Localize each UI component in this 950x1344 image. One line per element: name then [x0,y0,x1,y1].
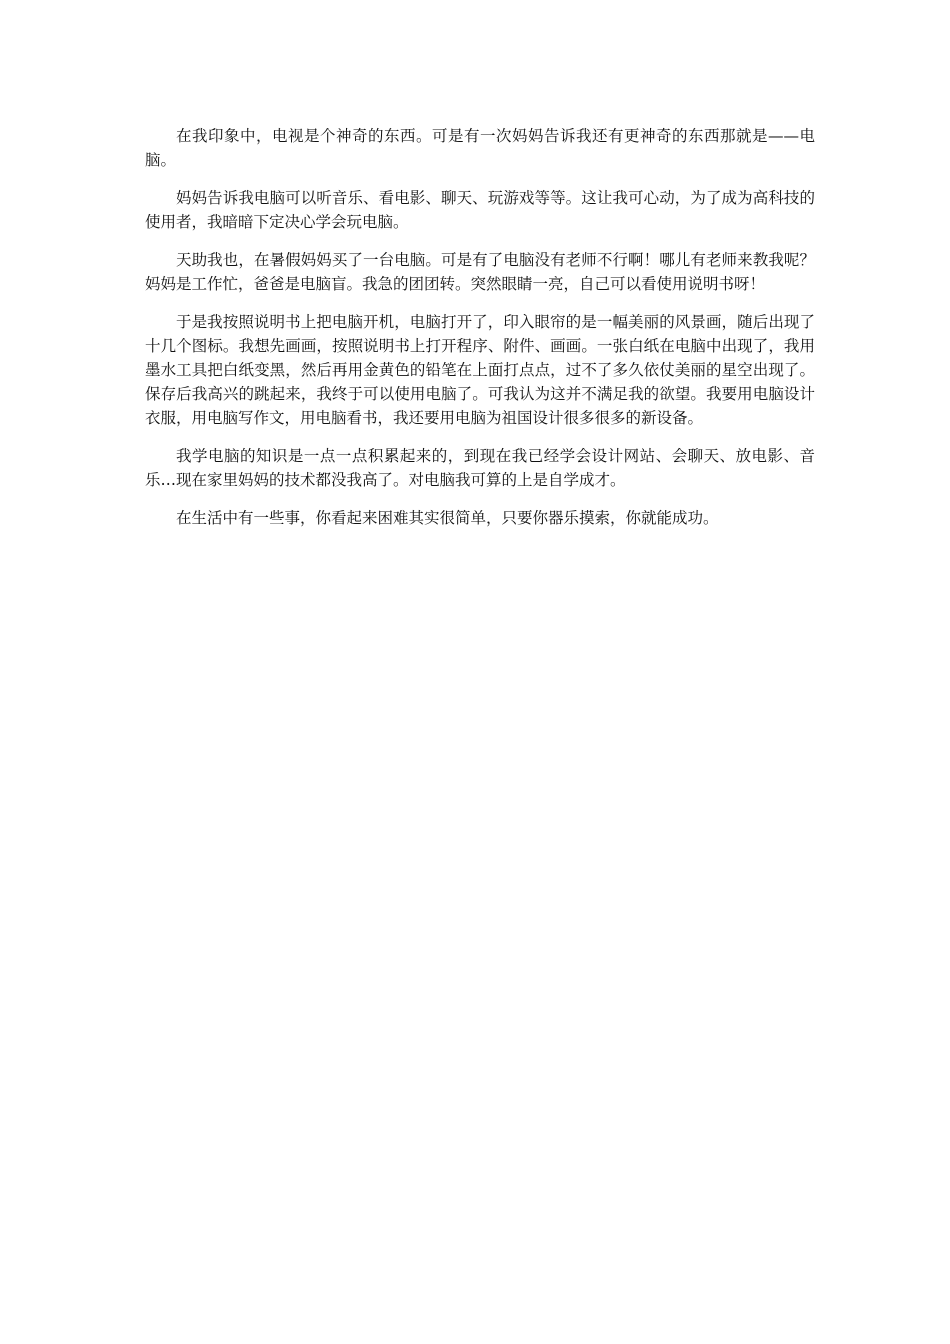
paragraph-6: 在生活中有一些事，你看起来困难其实很简单，只要你器乐摸索，你就能成功。 [176,509,719,527]
document-body [145,124,815,544]
paragraph-4: 于是我按照说明书上把电脑开机，电脑打开了，印入眼帘的是一幅美丽的风景画，随后出现了十几个图标。我想先画画，按照说明书上打开程序、附件、画画。一张白纸在电脑中出现了，我用墨水工具把白纸变黑，然后再用金黄色的铅笔在上面打点点，过不了多久依仗美丽的星空出现了。保存后我高兴的跳起来，我终于可以使用电脑了。可我认为这并不满足我的欲望。我要用电脑设计衣服，用电脑写作文，用电脑看书，我还要用电脑为祖国设计很多很多的新设备。 [145,313,815,427]
paragraph-3: 天助我也，在暑假妈妈买了一台电脑。可是有了电脑没有老师不行啊！哪儿有老师来教我呢？妈妈是工作忙，爸爸是电脑盲。我急的团团转。突然眼睛一亮，自己可以看使用说明书呀！ [145,251,815,293]
paragraph-1: 在我印象中，电视是个神奇的东西。可是有一次妈妈告诉我还有更神奇的东西那就是——电脑。 [145,127,815,169]
paragraph-5: 我学电脑的知识是一点一点积累起来的，到现在我已经学会设计网站、会聊天、放电影、音乐…现在家里妈妈的技术都没我高了。对电脑我可算的上是自学成才。 [145,447,815,489]
paragraph-2: 妈妈告诉我电脑可以听音乐、看电影、聊天、玩游戏等等。这让我可心动，为了成为高科技的使用者，我暗暗下定决心学会玩电脑。 [145,189,815,231]
